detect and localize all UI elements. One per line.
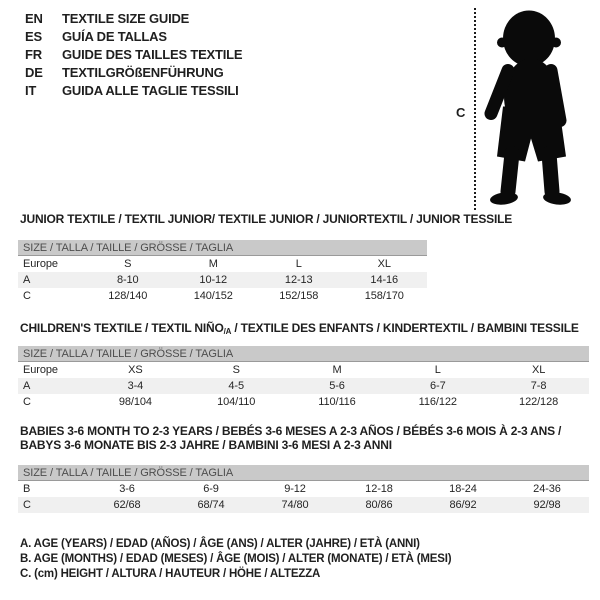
table-row-europe (18, 256, 427, 272)
table-cell: M (208, 258, 218, 270)
table-cell: 86/92 (449, 499, 477, 511)
table-cell: 4-5 (228, 380, 244, 392)
row-label: C (23, 499, 31, 511)
table-cell: 18-24 (449, 483, 477, 495)
language-code: ES (25, 29, 42, 44)
table-cell: 98/104 (118, 396, 152, 408)
children-section-title (20, 321, 579, 336)
row-label: B (23, 483, 31, 495)
table-cell: XS (128, 364, 143, 376)
language-code: EN (25, 11, 43, 26)
table-cell: 12-18 (365, 483, 393, 495)
language-title: GUIDE DES TAILLES TEXTILE (62, 47, 243, 62)
language-row-es (25, 28, 242, 46)
table-cell: 7-8 (530, 380, 547, 392)
note-height-cm: C. (cm) HEIGHT / ALTURA / HAUTEUR / HÖHE / ALTEZZA (20, 568, 321, 580)
table-cell: 3-4 (127, 380, 144, 392)
table-cell: 6-9 (203, 483, 219, 495)
baby-silhouette-icon (481, 7, 581, 210)
babies-title-line2: BABYS 3-6 MONATE BIS 2-3 JAHRE / BAMBINI 3-6 MESI A 2-3 ANNI (20, 438, 392, 452)
height-measure-label: C (456, 105, 466, 120)
children-table (18, 346, 589, 410)
table-cell: 116/122 (418, 396, 457, 408)
size-header-bar: SIZE / TALLA / TAILLE / GRÖSSE / TAGLIA (18, 346, 589, 362)
table-cell: 104/110 (217, 396, 256, 408)
language-code: IT (25, 83, 37, 98)
babies-title-line1: BABIES 3-6 MONTH TO 2-3 YEARS / BEBÉS 3-6 MESES A 2-3 AÑOS / BÉBÉS 3-6 MOIS À 2-3 ANS / (20, 424, 562, 438)
table-cell: 6-7 (429, 380, 446, 392)
language-row-de (25, 64, 242, 82)
table-cell: 24-36 (533, 483, 561, 495)
junior-table (18, 240, 427, 304)
junior-section-title: JUNIOR TEXTILE / TEXTIL JUNIOR/ TEXTILE JUNIOR / JUNIORTEXTIL / JUNIOR TESSILE (20, 212, 513, 226)
table-row-age (18, 378, 589, 394)
children-title-prefix: CHILDREN'S TEXTILE / TEXTIL NIÑO (20, 321, 224, 335)
table-cell: 10-12 (199, 274, 228, 286)
table-cell: 74/80 (281, 499, 309, 511)
children-title-subscript: /A (223, 327, 232, 336)
row-label: A (23, 380, 31, 392)
table-cell: 110/116 (318, 396, 356, 408)
table-cell: 8-10 (116, 274, 139, 286)
language-code: DE (25, 65, 43, 80)
table-cell: 158/170 (364, 290, 404, 302)
table-cell: 152/158 (279, 290, 319, 302)
note-age-months: B. AGE (MONTHS) / EDAD (MESES) / ÂGE (MOIS) / ALTER (MONATE) / ETÀ (MESI) (20, 553, 452, 565)
legend-notes (20, 537, 451, 582)
table-cell: 140/152 (193, 290, 233, 302)
table-row-age-months (18, 481, 589, 497)
language-title-list (25, 10, 242, 100)
table-cell: 12-13 (284, 274, 313, 286)
children-title-suffix: / TEXTILE DES ENFANTS / KINDERTEXTIL / BAMBINI TESSILE (231, 321, 579, 335)
babies-section-title (20, 424, 561, 452)
table-cell: 5-6 (329, 380, 345, 392)
language-row-it (25, 82, 242, 100)
table-row-height (18, 497, 589, 513)
table-cell: L (434, 364, 441, 376)
table-cell: S (124, 258, 132, 270)
table-cell: M (332, 364, 342, 376)
table-row-europe (18, 362, 589, 378)
table-cell: 3-6 (119, 483, 135, 495)
row-label: Europe (23, 364, 58, 376)
row-label: C (23, 396, 31, 408)
language-title: TEXTILE SIZE GUIDE (62, 11, 190, 26)
row-label: C (23, 290, 31, 302)
row-label: Europe (23, 258, 58, 270)
table-cell: 122/128 (519, 396, 559, 408)
table-cell: 14-16 (370, 274, 399, 286)
table-cell: 80/86 (365, 499, 393, 511)
table-row-height (18, 394, 589, 410)
size-header-bar: SIZE / TALLA / TAILLE / GRÖSSE / TAGLIA (18, 240, 427, 256)
height-measure-dotted-line (474, 8, 476, 210)
table-cell: XL (377, 258, 391, 270)
table-cell: 68/74 (197, 499, 225, 511)
table-cell: 128/140 (108, 290, 148, 302)
table-cell: 62/68 (113, 499, 141, 511)
note-age-years: A. AGE (YEARS) / EDAD (AÑOS) / ÂGE (ANS) / ALTER (JAHRE) / ETÀ (ANNI) (20, 538, 420, 550)
row-label: A (23, 274, 31, 286)
table-cell: 9-12 (284, 483, 306, 495)
table-row-age (18, 272, 427, 288)
table-cell: 92/98 (533, 499, 561, 511)
language-code: FR (25, 47, 42, 62)
babies-table (18, 465, 589, 513)
table-row-height (18, 288, 427, 304)
language-row-en (25, 10, 242, 28)
language-title: GUÍA DE TALLAS (62, 29, 167, 44)
table-cell: XL (531, 364, 546, 376)
language-row-fr (25, 46, 242, 64)
language-title: GUIDA ALLE TAGLIE TESSILI (62, 83, 239, 98)
table-cell: S (232, 364, 240, 376)
language-title: TEXTILGRÖßENFÜHRUNG (62, 65, 224, 80)
table-cell: L (295, 258, 302, 270)
size-header-bar: SIZE / TALLA / TAILLE / GRÖSSE / TAGLIA (18, 465, 589, 481)
